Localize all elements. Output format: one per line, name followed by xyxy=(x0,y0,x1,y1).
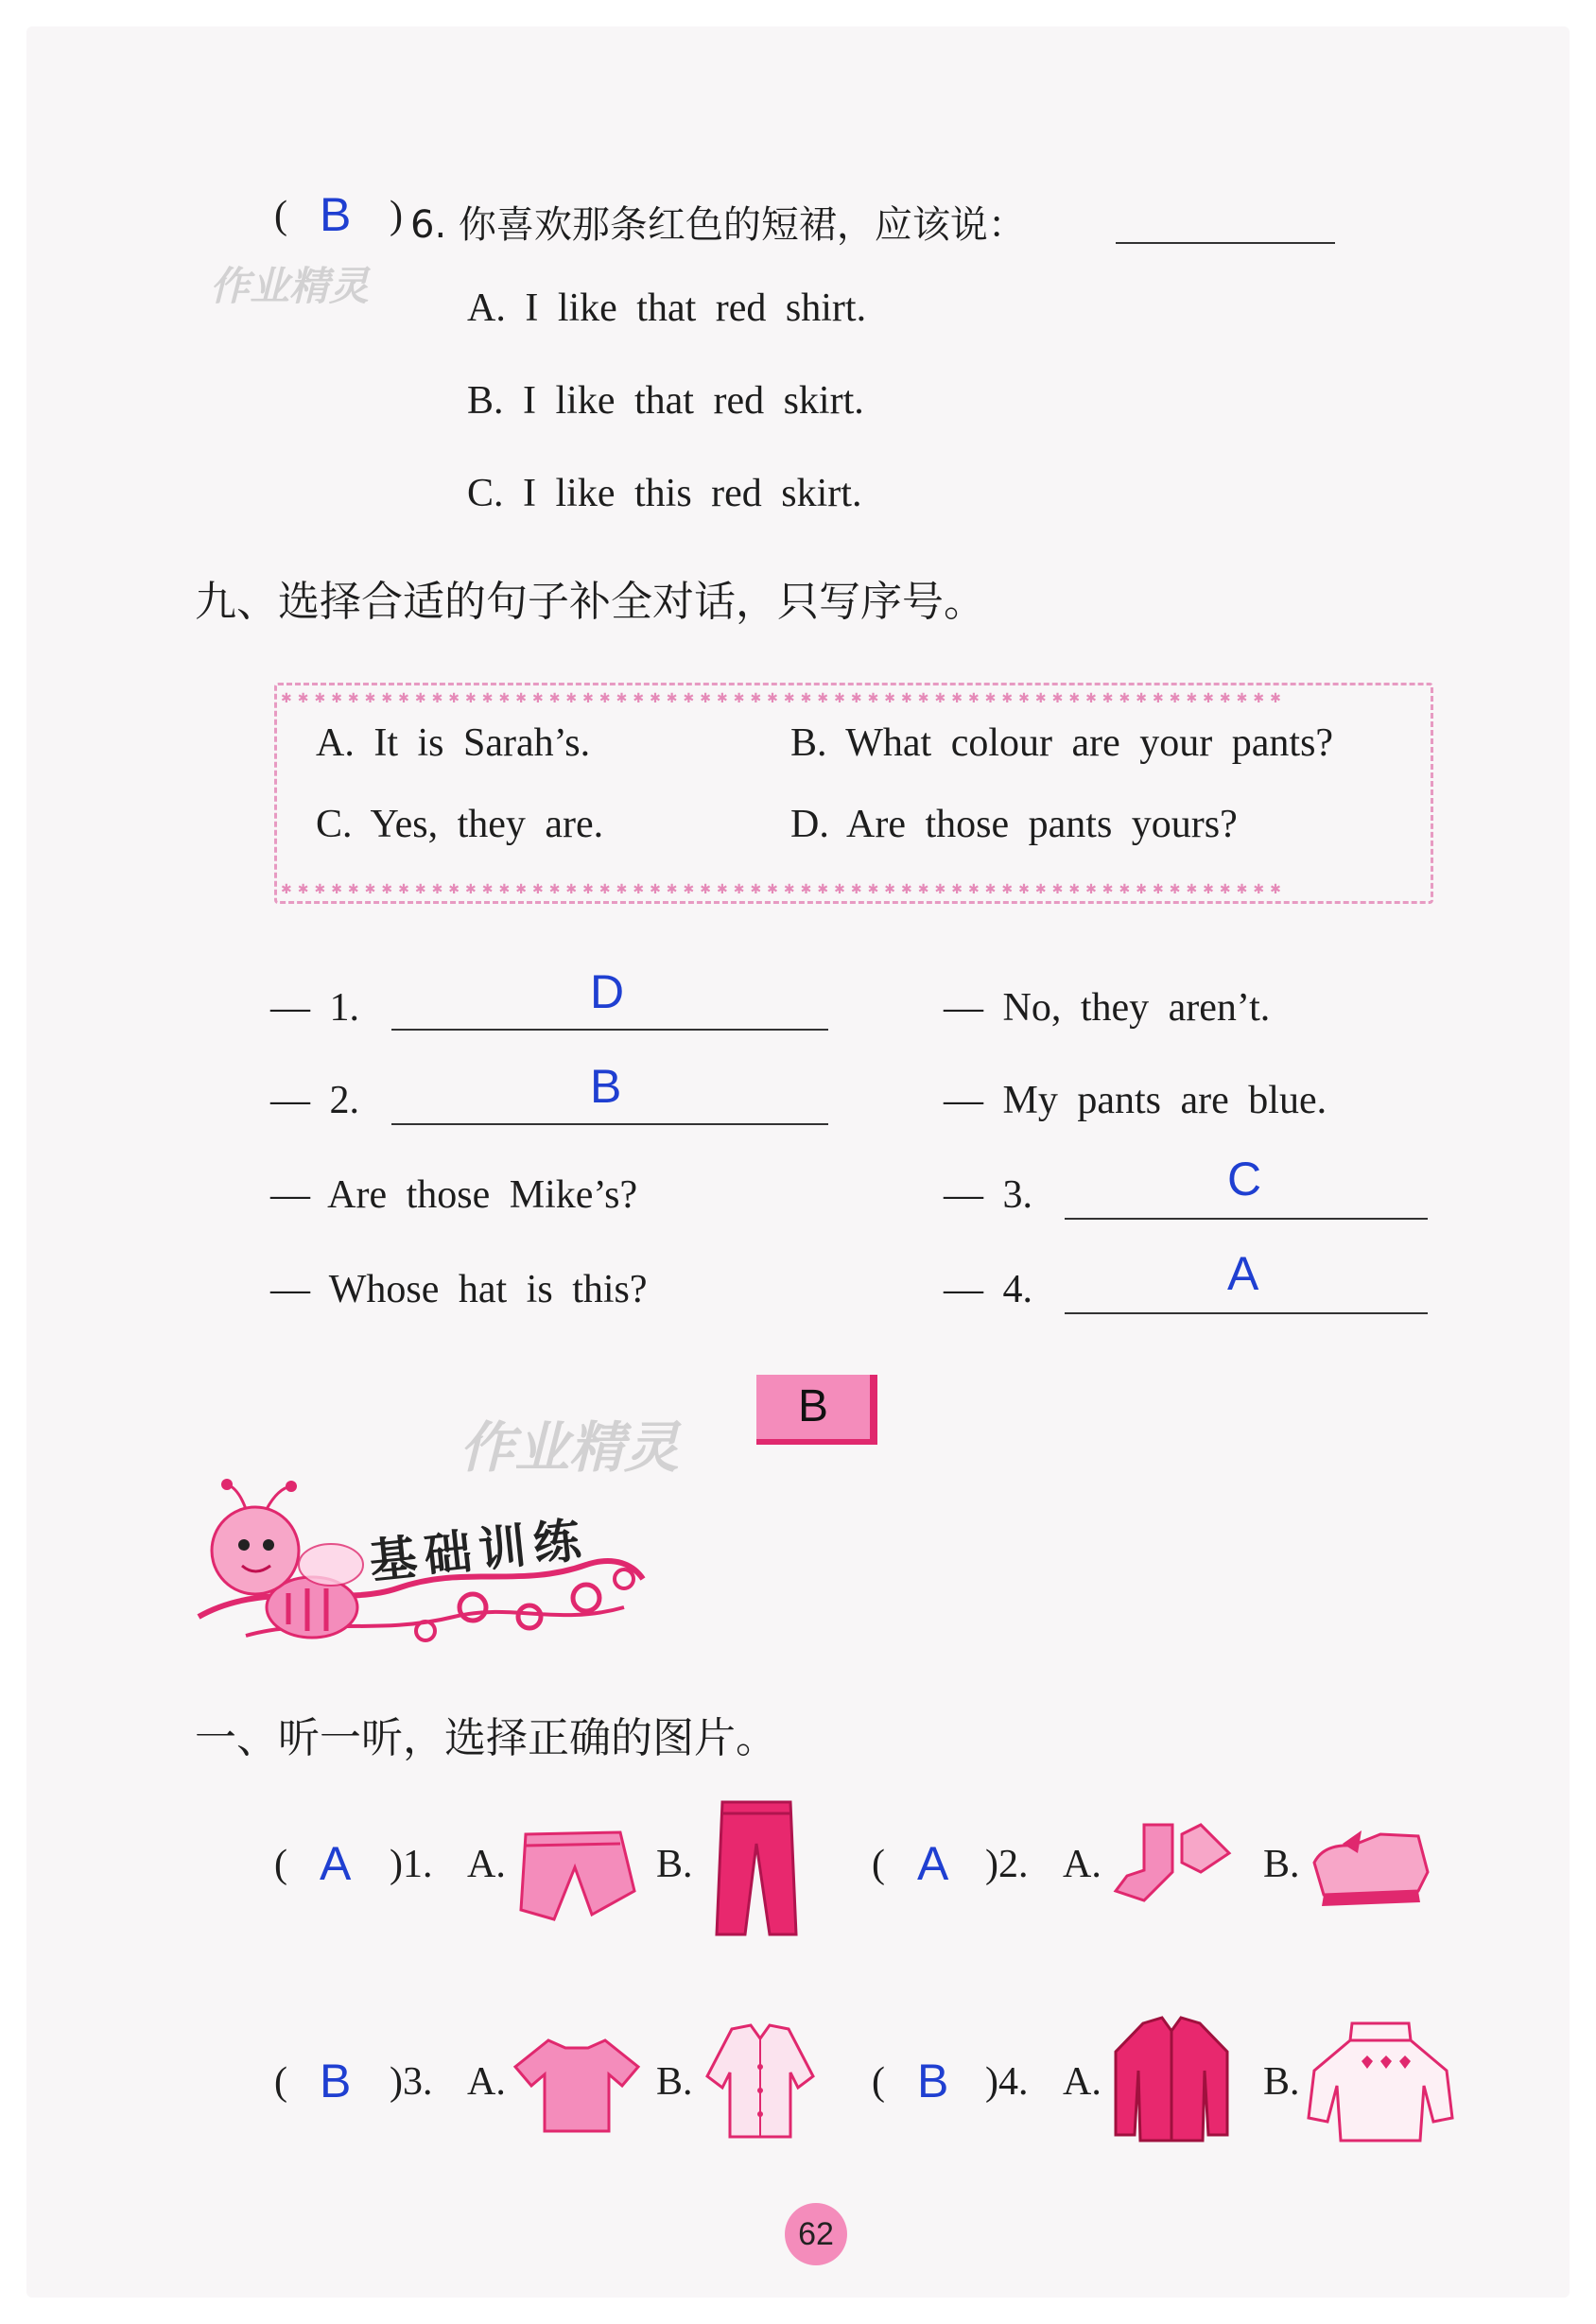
item3-answer: B xyxy=(320,2055,352,2107)
item2-number: )2. xyxy=(985,1843,1029,1886)
q6-answer: B xyxy=(320,188,352,241)
dialog-2-prefix: — 2. xyxy=(270,1079,359,1122)
item4-a-label: A. xyxy=(1063,2060,1102,2104)
section9-title: 九、选择合适的句子补全对话，只写序号。 xyxy=(195,578,985,626)
dialog-3-prefix: — 3. xyxy=(944,1173,1032,1217)
dialog-4-blank xyxy=(1065,1312,1428,1314)
item3-paren: ( xyxy=(274,2060,287,2104)
section1-title: 一、听一听，选择正确的图片。 xyxy=(195,1714,777,1762)
dialog-4-prefix: — 4. xyxy=(944,1268,1032,1311)
dialog-3-answer: C xyxy=(1227,1153,1262,1205)
item4-paren: ( xyxy=(872,2060,885,2104)
q6-option-a: A. I like that red shirt. xyxy=(467,286,867,330)
option-a: A. It is Sarah’s. xyxy=(316,721,591,765)
item1-a-label: A. xyxy=(467,1843,506,1886)
q6-blank xyxy=(1116,242,1335,244)
item1-b-label: B. xyxy=(656,1843,693,1886)
item1-number: )1. xyxy=(390,1843,433,1886)
item3-b-label: B. xyxy=(656,2060,693,2104)
dialog-4-question: — Whose hat is this? xyxy=(270,1268,648,1311)
dialog-1-response: — No, they aren’t. xyxy=(944,986,1271,1030)
q6-paren-close: ) xyxy=(390,194,403,237)
q6-stem: 6. 你喜欢那条红色的短裙，应该说： xyxy=(410,203,1026,247)
dialog-2-answer: B xyxy=(590,1060,622,1113)
dialog-3-question: — Are those Mike’s? xyxy=(270,1173,638,1217)
section-badge: B xyxy=(756,1375,877,1445)
tshirt-icon xyxy=(511,2033,643,2137)
watermark-1: 作业精灵 xyxy=(210,263,370,309)
dialog-2-response: — My pants are blue. xyxy=(944,1079,1327,1122)
q6-option-b: B. I like that red skirt. xyxy=(467,379,864,423)
item2-b-label: B. xyxy=(1263,1843,1300,1886)
dialog-2-blank xyxy=(391,1123,828,1125)
item2-paren: ( xyxy=(872,1843,885,1886)
shoes-icon xyxy=(1305,1815,1437,1910)
dialog-1-prefix: — 1. xyxy=(270,986,359,1030)
option-d: D. Are those pants yours? xyxy=(790,803,1238,846)
sweater-icon xyxy=(1305,2014,1456,2146)
item1-answer: A xyxy=(320,1837,352,1890)
item2-answer: A xyxy=(917,1837,949,1890)
options-box: ✱✱✱✱✱✱✱✱✱✱✱✱✱✱✱✱✱✱✱✱✱✱✱✱✱✱✱✱✱✱✱✱✱✱✱✱✱✱✱✱✱✱✱✱✱✱✱✱✱✱✱✱✱✱✱✱✱✱✱✱ ✱✱✱✱✱✱✱✱✱✱✱✱✱✱✱✱✱✱✱✱✱✱✱✱✱✱✱✱✱✱✱✱✱✱✱✱✱✱✱✱✱✱✱✱✱✱✱✱✱✱✱✱✱✱✱✱✱✱✱✱ xyxy=(274,683,1433,904)
option-b: B. What colour are your pants? xyxy=(790,721,1334,765)
q6-paren-open: ( xyxy=(274,194,287,237)
item4-number: )4. xyxy=(985,2060,1029,2104)
jacket-icon xyxy=(1110,2014,1233,2146)
socks-icon xyxy=(1106,1815,1239,1919)
item2-a-label: A. xyxy=(1063,1843,1102,1886)
watermark-2: 作业精灵 xyxy=(460,1415,680,1480)
pants-icon xyxy=(711,1796,802,1938)
item4-b-label: B. xyxy=(1263,2060,1300,2104)
dialog-4-answer: A xyxy=(1227,1247,1259,1300)
item3-number: )3. xyxy=(390,2060,433,2104)
q6-option-c: C. I like this red skirt. xyxy=(467,472,862,515)
banner-title: 基础训练 xyxy=(367,1512,591,1589)
dialog-1-blank xyxy=(391,1029,828,1031)
workbook-page xyxy=(26,26,1570,2298)
dialog-1-answer: D xyxy=(590,965,625,1018)
item3-a-label: A. xyxy=(467,2060,506,2104)
option-c: C. Yes, they are. xyxy=(316,803,604,846)
item1-paren: ( xyxy=(274,1843,287,1886)
shorts-icon xyxy=(516,1825,639,1929)
shirt-icon xyxy=(703,2020,817,2142)
item4-answer: B xyxy=(917,2055,949,2107)
page-number: 62 xyxy=(785,2203,847,2265)
dialog-3-blank xyxy=(1065,1218,1428,1220)
